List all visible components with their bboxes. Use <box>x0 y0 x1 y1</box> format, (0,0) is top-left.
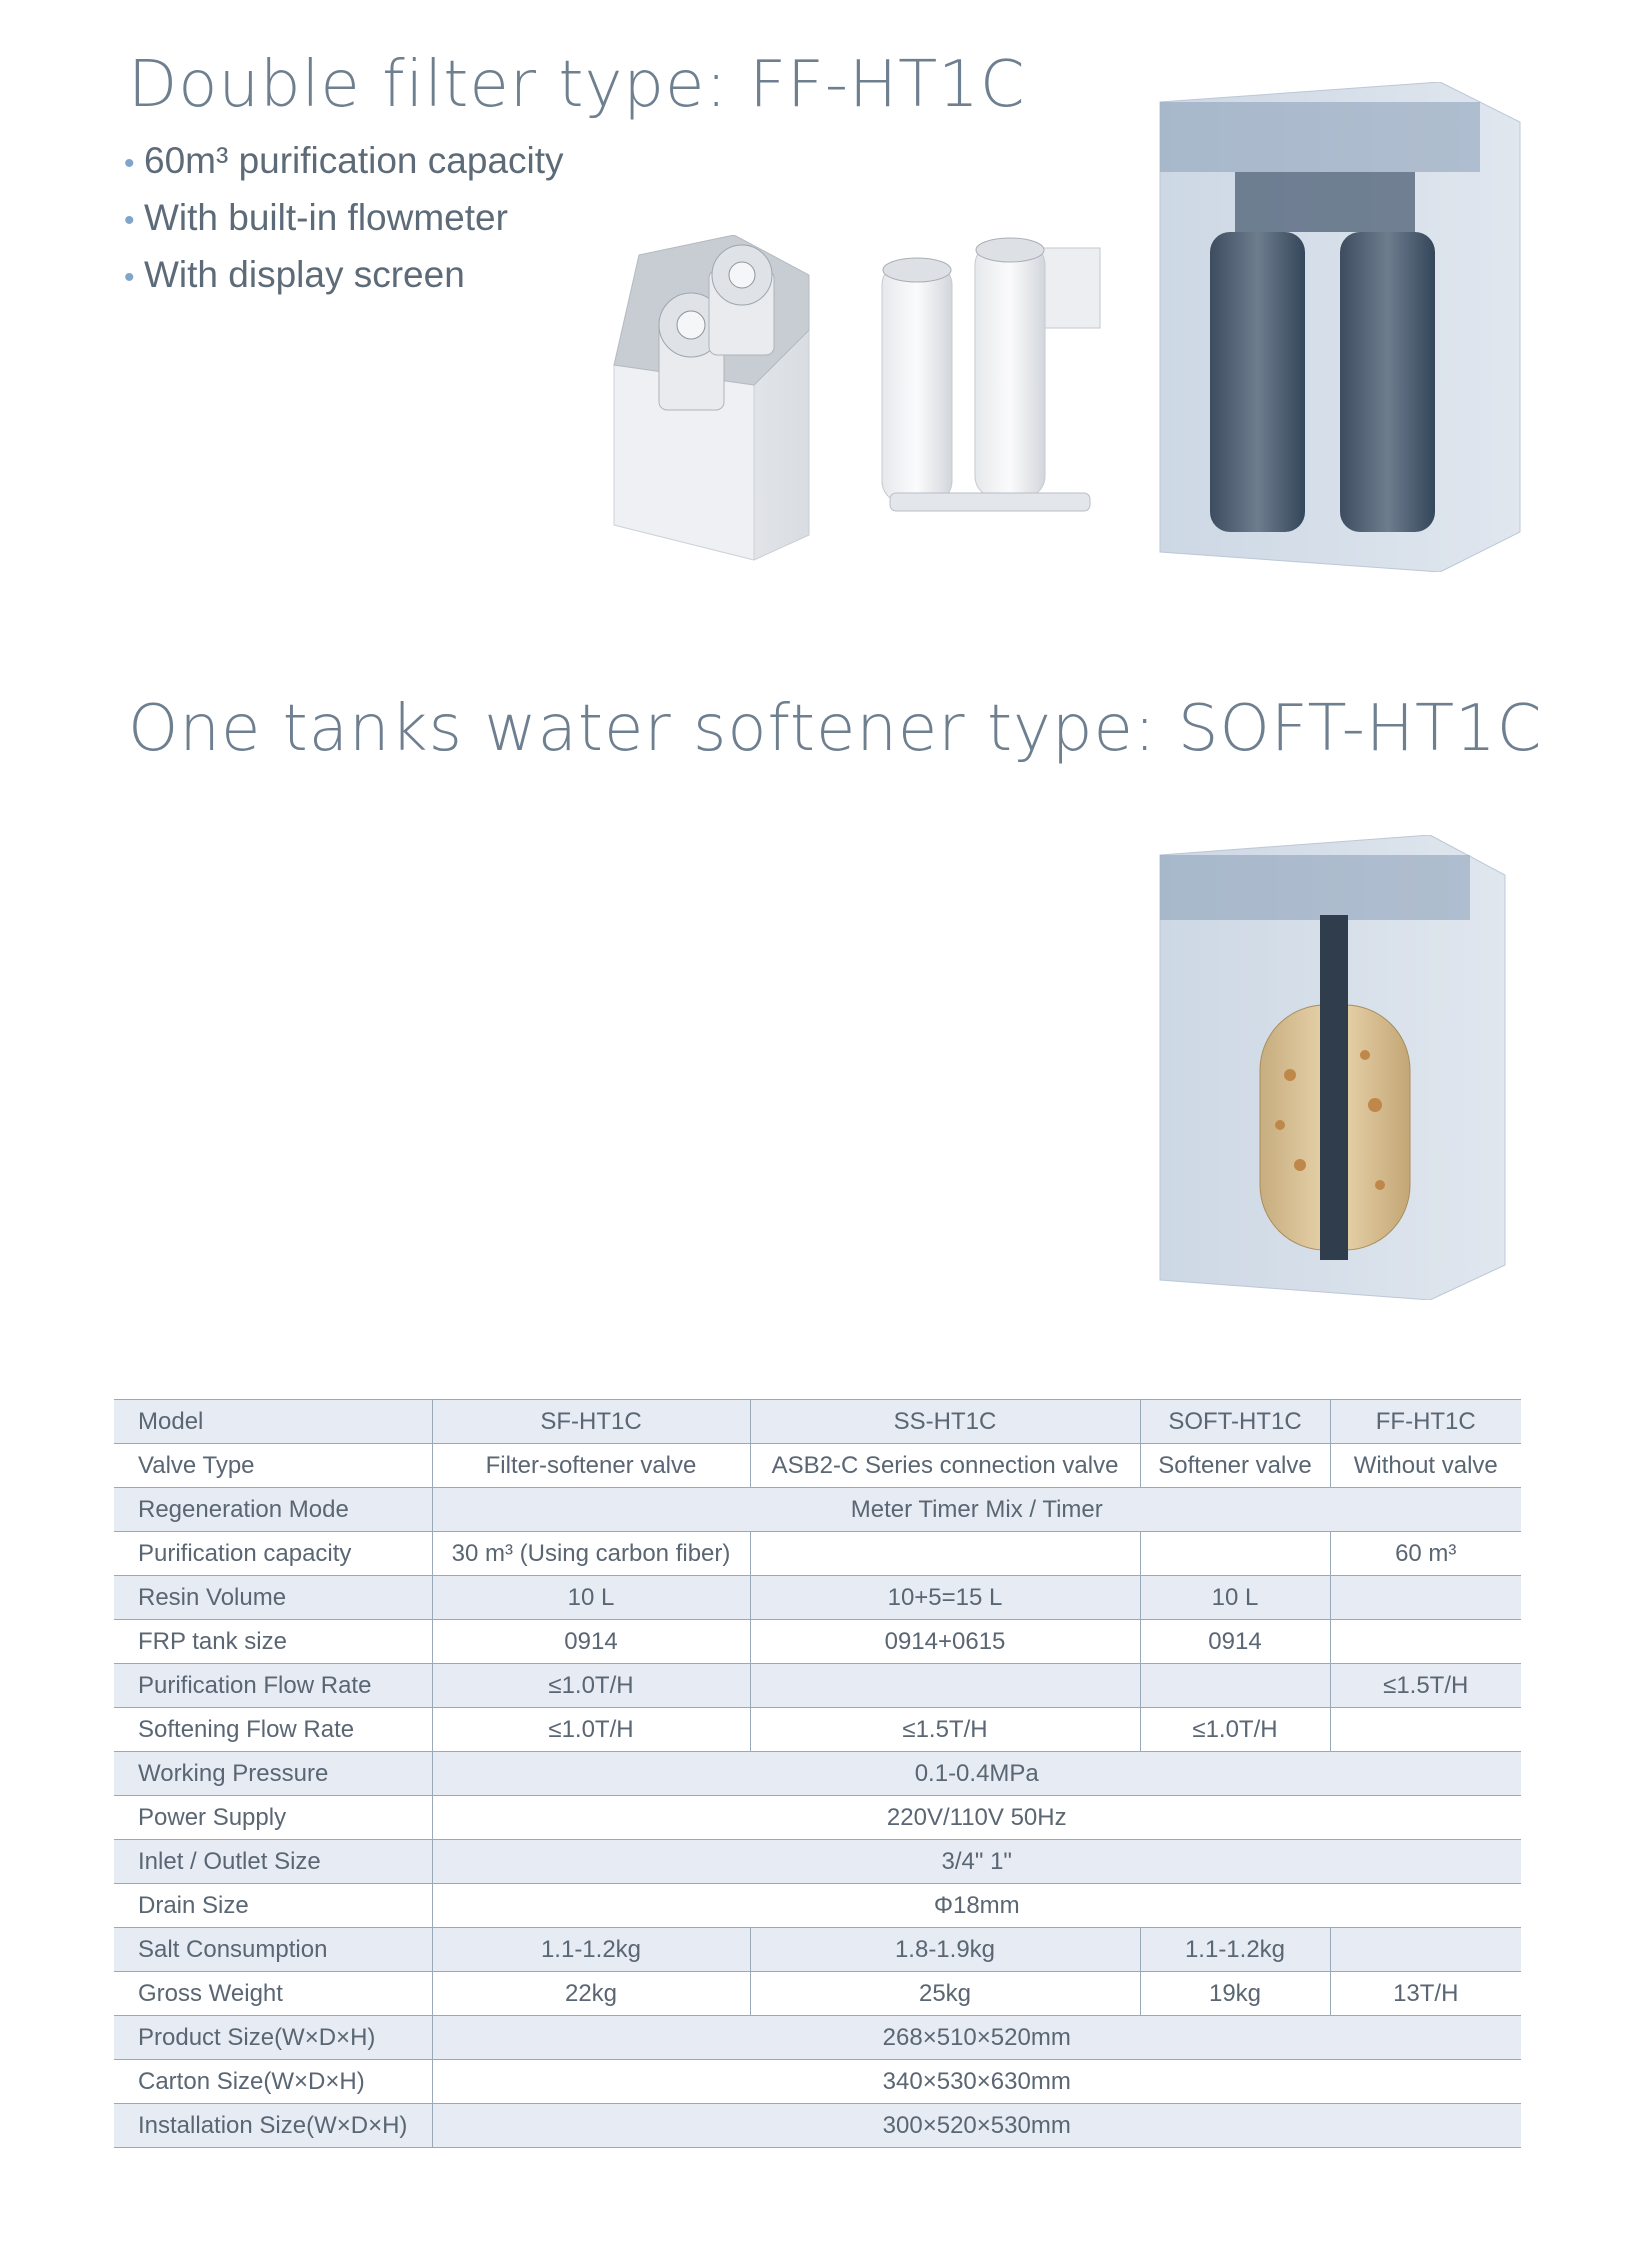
table-cell <box>1330 1708 1521 1752</box>
section2-title: One tanks water softener type: SOFT-HT1C <box>128 692 1543 766</box>
row-label: Resin Volume <box>114 1576 432 1620</box>
table-cell: Softener valve <box>1140 1444 1330 1488</box>
feature-item: • 60m³ purification capacity <box>124 134 564 191</box>
feature-list <box>124 134 564 305</box>
table-cell <box>1140 1532 1330 1576</box>
table-cell: 0914 <box>432 1620 750 1664</box>
row-label: Carton Size(W×D×H) <box>114 2060 432 2104</box>
table-cell: 268×510×520mm <box>432 2016 1521 2060</box>
row-label: Softening Flow Rate <box>114 1708 432 1752</box>
table-cell <box>1330 1928 1521 1972</box>
table-cell: 0914 <box>1140 1620 1330 1664</box>
table-row <box>114 1488 1521 1532</box>
table-cell: 10 L <box>432 1576 750 1620</box>
row-label: Drain Size <box>114 1884 432 1928</box>
filter-cartridges-image <box>870 228 1110 528</box>
table-row <box>114 2104 1521 2148</box>
table-cell: 1.1-1.2kg <box>432 1928 750 1972</box>
table-cell <box>1140 1664 1330 1708</box>
table-cell: SF-HT1C <box>432 1400 750 1444</box>
table-row <box>114 1752 1521 1796</box>
table-row <box>114 1444 1521 1488</box>
table-row <box>114 2016 1521 2060</box>
table-cell: 22kg <box>432 1972 750 2016</box>
table-cell: ≤1.5T/H <box>1330 1664 1521 1708</box>
row-label: FRP tank size <box>114 1620 432 1664</box>
table-cell: ≤1.0T/H <box>432 1664 750 1708</box>
spec-table-body <box>114 1400 1521 2148</box>
row-label: Regeneration Mode <box>114 1488 432 1532</box>
row-label: Working Pressure <box>114 1752 432 1796</box>
row-label: Salt Consumption <box>114 1928 432 1972</box>
bullet-dot-icon: • <box>124 261 135 294</box>
table-row <box>114 1576 1521 1620</box>
table-cell: 10+5=15 L <box>750 1576 1140 1620</box>
double-filter-housing-image <box>604 235 814 565</box>
row-label: Purification capacity <box>114 1532 432 1576</box>
table-cell: Φ18mm <box>432 1884 1521 1928</box>
row-label: Inlet / Outlet Size <box>114 1840 432 1884</box>
row-label: Gross Weight <box>114 1972 432 2016</box>
table-row <box>114 1840 1521 1884</box>
table-cell: 0.1-0.4MPa <box>432 1752 1521 1796</box>
table-cell: 25kg <box>750 1972 1140 2016</box>
table-cell: 340×530×630mm <box>432 2060 1521 2104</box>
row-label: Valve Type <box>114 1444 432 1488</box>
bullet-dot-icon: • <box>124 147 135 180</box>
table-row <box>114 1972 1521 2016</box>
row-label: Model <box>114 1400 432 1444</box>
table-cell: 19kg <box>1140 1972 1330 2016</box>
table-cell: 60 m³ <box>1330 1532 1521 1576</box>
table-cell: 300×520×530mm <box>432 2104 1521 2148</box>
table-cell: 3/4" 1" <box>432 1840 1521 1884</box>
row-label: Purification Flow Rate <box>114 1664 432 1708</box>
table-row <box>114 1708 1521 1752</box>
table-cell: 220V/110V 50Hz <box>432 1796 1521 1840</box>
table-cell: SS-HT1C <box>750 1400 1140 1444</box>
table-cell: ≤1.0T/H <box>432 1708 750 1752</box>
table-row <box>114 2060 1521 2104</box>
soft-ht1c-cabinet-image <box>1140 835 1510 1300</box>
table-cell: FF-HT1C <box>1330 1400 1521 1444</box>
table-cell: ASB2-C Series connection valve <box>750 1444 1140 1488</box>
table-cell: 10 L <box>1140 1576 1330 1620</box>
row-label: Power Supply <box>114 1796 432 1840</box>
table-cell: SOFT-HT1C <box>1140 1400 1330 1444</box>
bullet-dot-icon: • <box>124 204 135 237</box>
feature-item: • With built-in flowmeter <box>124 191 564 248</box>
table-row <box>114 1796 1521 1840</box>
row-label: Product Size(W×D×H) <box>114 2016 432 2060</box>
ff-ht1c-cabinet-image <box>1140 82 1526 572</box>
table-cell: 1.8-1.9kg <box>750 1928 1140 1972</box>
table-cell: 13T/H <box>1330 1972 1521 2016</box>
table-row <box>114 1664 1521 1708</box>
table-cell <box>750 1664 1140 1708</box>
table-row <box>114 1928 1521 1972</box>
table-cell <box>750 1532 1140 1576</box>
table-cell: Without valve <box>1330 1444 1521 1488</box>
table-cell <box>1330 1620 1521 1664</box>
table-cell: ≤1.5T/H <box>750 1708 1140 1752</box>
table-header-row <box>114 1400 1521 1444</box>
spec-table <box>114 1399 1521 2148</box>
feature-item: • With display screen <box>124 248 564 305</box>
table-cell: 0914+0615 <box>750 1620 1140 1664</box>
table-row <box>114 1884 1521 1928</box>
table-cell: 30 m³ (Using carbon fiber) <box>432 1532 750 1576</box>
table-cell: 1.1-1.2kg <box>1140 1928 1330 1972</box>
table-cell: Meter Timer Mix / Timer <box>432 1488 1521 1532</box>
table-cell: ≤1.0T/H <box>1140 1708 1330 1752</box>
table-row <box>114 1532 1521 1576</box>
table-cell <box>1330 1576 1521 1620</box>
table-row <box>114 1620 1521 1664</box>
row-label: Installation Size(W×D×H) <box>114 2104 432 2148</box>
table-cell: Filter-softener valve <box>432 1444 750 1488</box>
section1-title: Double filter type: FF-HT1C <box>128 48 1026 122</box>
